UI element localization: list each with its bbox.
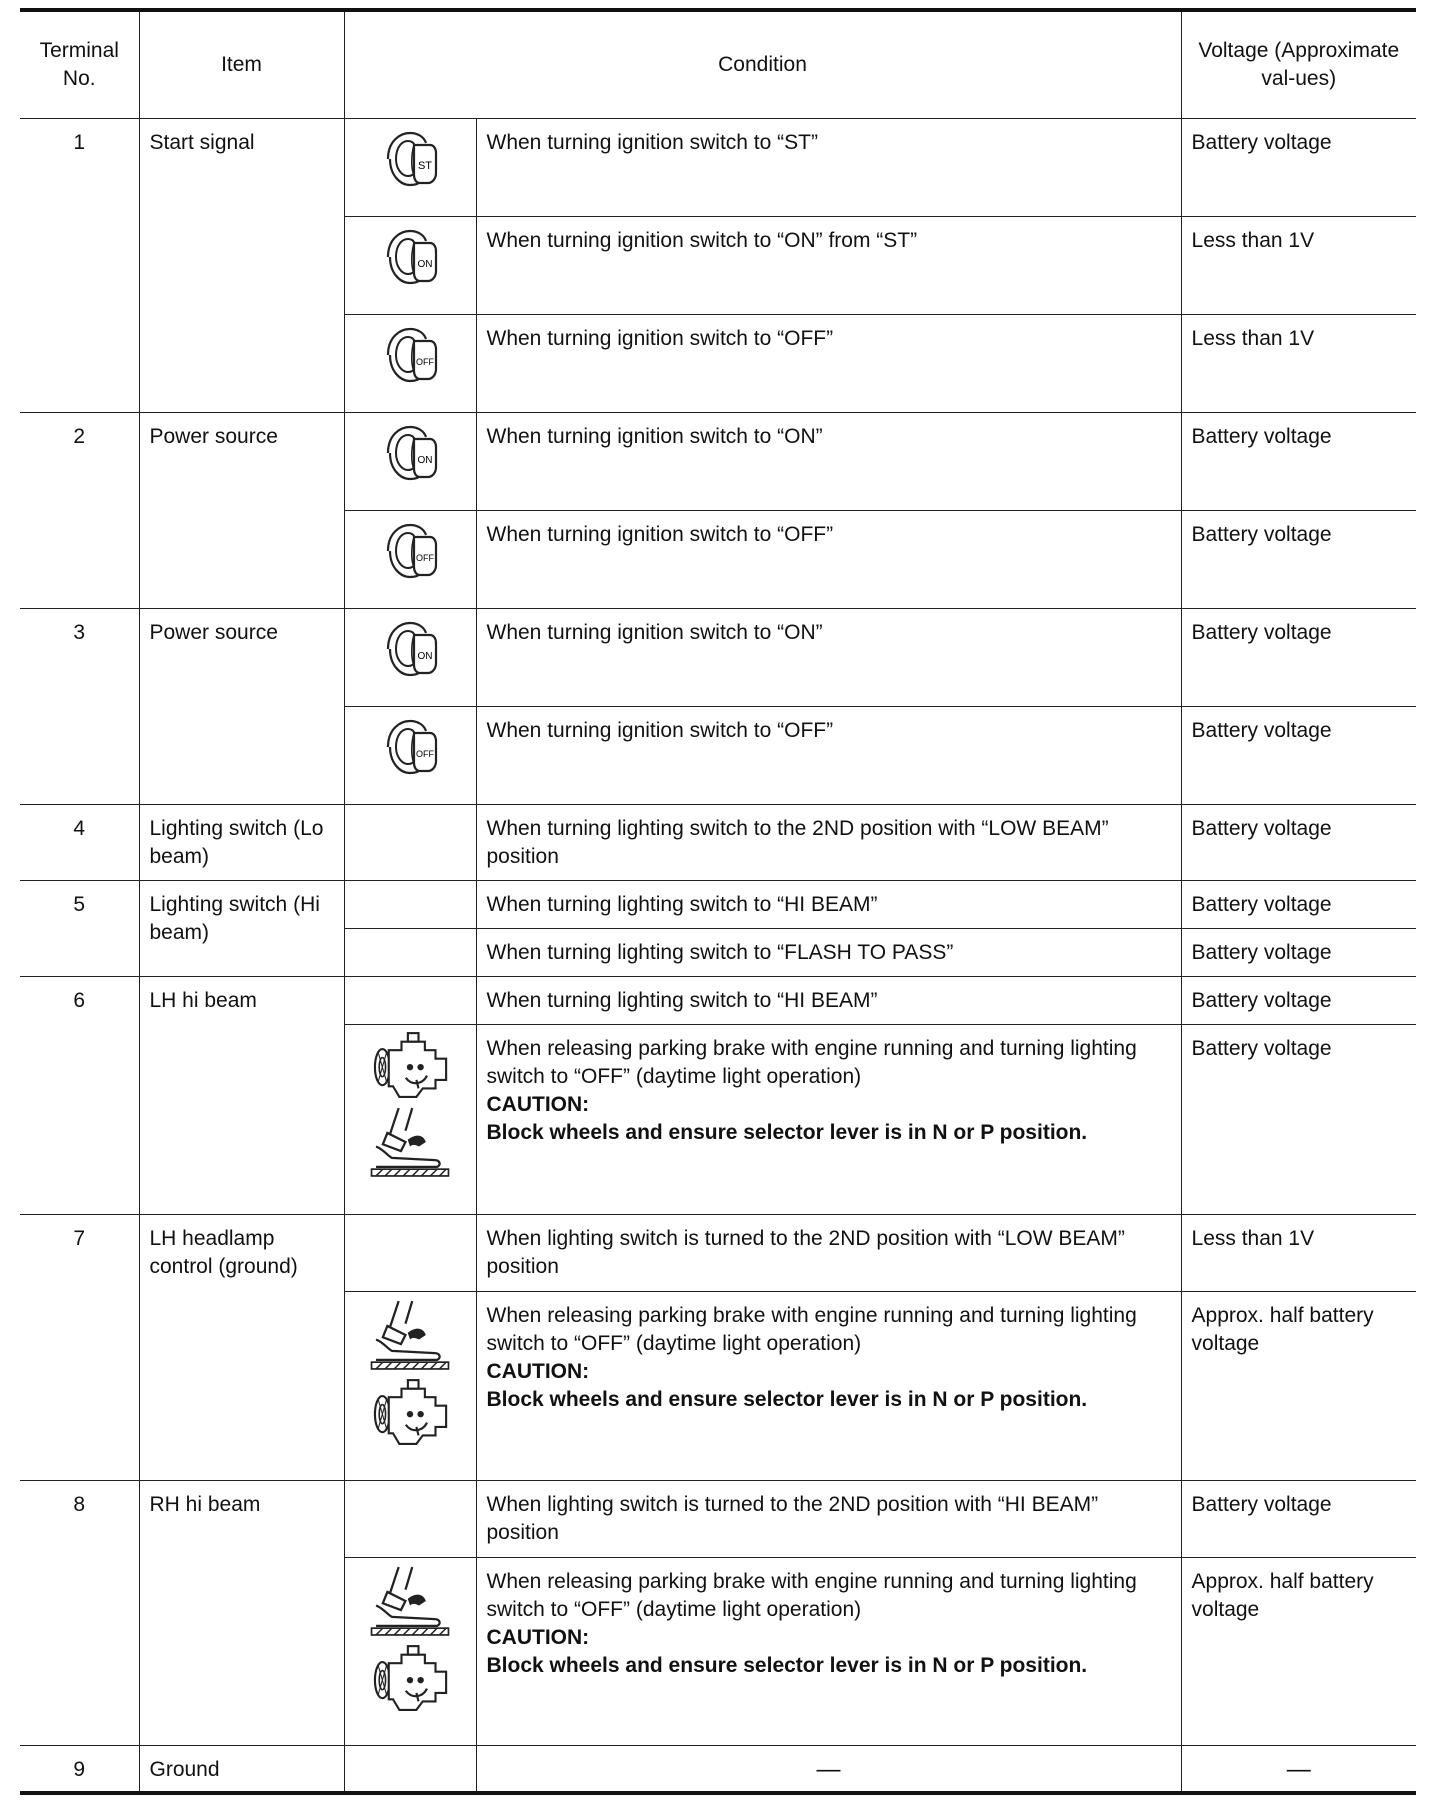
table-row — [20, 804, 1416, 880]
parking-brake-pedal-icon — [367, 1105, 453, 1179]
svg-text:ON: ON — [417, 454, 433, 466]
svg-text:ON: ON — [417, 650, 433, 662]
voltage-value: Battery voltage — [1181, 510, 1416, 608]
caution-text: Block wheels and ensure selector lever is in N or P position. — [486, 1387, 1088, 1411]
condition-text: When turning ignition switch to “OFF” — [476, 706, 1181, 804]
item-name: Ground — [139, 1745, 344, 1793]
voltage-value: Approx. half battery voltage — [1181, 1557, 1416, 1745]
empty-icon-cell — [344, 1480, 476, 1557]
condition-text: When turning lighting switch to “HI BEAM” — [476, 976, 1181, 1024]
parking-brake-pedal-icon — [367, 1564, 453, 1638]
engine-running-and-brake-icon-cell — [344, 1024, 476, 1214]
voltage-value: — — [1181, 1745, 1416, 1793]
voltage-value: Battery voltage — [1181, 1024, 1416, 1214]
caution-title: CAUTION: — [486, 1092, 590, 1116]
terminal-no: 5 — [20, 880, 139, 976]
empty-icon-cell — [344, 928, 476, 976]
condition-text: When turning lighting switch to “HI BEAM” — [476, 880, 1181, 928]
ignition-key-off-icon — [344, 706, 476, 804]
empty-icon-cell — [344, 976, 476, 1024]
condition-text: When turning ignition switch to “OFF” — [476, 510, 1181, 608]
condition-text: When turning ignition switch to “ON” — [476, 608, 1181, 706]
caution-text: Block wheels and ensure selector lever is in N or P position. — [486, 1653, 1088, 1677]
condition-text: When releasing parking brake with engine running and turning lighting switch to “OFF” (daytime light operation) — [486, 1303, 1137, 1355]
engine-running-icon — [367, 1644, 453, 1712]
caution-title: CAUTION: — [486, 1359, 590, 1383]
header-voltage: Voltage (Approximate val-ues) — [1181, 10, 1416, 118]
voltage-value: Less than 1V — [1181, 1214, 1416, 1291]
table-header-row — [20, 10, 1416, 118]
voltage-value: Battery voltage — [1181, 880, 1416, 928]
voltage-value: Battery voltage — [1181, 804, 1416, 880]
header-condition: Condition — [344, 10, 1181, 118]
terminal-voltage-table — [20, 8, 1416, 1795]
svg-text:OFF: OFF — [416, 356, 434, 367]
condition-text: When lighting switch is turned to the 2ND position with “LOW BEAM” position — [476, 1214, 1181, 1291]
voltage-value: Battery voltage — [1181, 118, 1416, 216]
header-terminal-no: Terminal No. — [20, 10, 139, 118]
terminal-no: 4 — [20, 804, 139, 880]
terminal-no: 6 — [20, 976, 139, 1214]
table-row — [20, 1480, 1416, 1557]
table-row — [20, 1745, 1416, 1793]
terminal-no: 2 — [20, 412, 139, 608]
voltage-value: Battery voltage — [1181, 412, 1416, 510]
ignition-key-st-icon — [344, 118, 476, 216]
condition-text-with-caution — [476, 1291, 1181, 1480]
condition-text-with-caution — [476, 1557, 1181, 1745]
caution-text: Block wheels and ensure selector lever is in N or P position. — [486, 1120, 1088, 1144]
svg-text:ST: ST — [417, 159, 433, 172]
voltage-value: Less than 1V — [1181, 216, 1416, 314]
condition-text-with-caution — [476, 1024, 1181, 1214]
table-row — [20, 412, 1416, 510]
terminal-table-page — [20, 8, 1416, 1795]
ignition-key-on-icon — [344, 216, 476, 314]
item-name: Power source — [139, 412, 344, 608]
ignition-key-off-icon — [344, 510, 476, 608]
item-name: Start signal — [139, 118, 344, 412]
condition-text: When turning ignition switch to “ST” — [476, 118, 1181, 216]
item-name: LH headlamp control (ground) — [139, 1214, 344, 1480]
voltage-value: Approx. half battery voltage — [1181, 1291, 1416, 1480]
condition-text: When turning lighting switch to the 2ND position with “LOW BEAM” position — [476, 804, 1181, 880]
condition-text: When turning ignition switch to “ON” — [476, 412, 1181, 510]
svg-text:OFF: OFF — [416, 748, 434, 759]
condition-text: When turning lighting switch to “FLASH TO PASS” — [476, 928, 1181, 976]
item-name: Power source — [139, 608, 344, 804]
ignition-key-off-icon — [344, 314, 476, 412]
terminal-no: 1 — [20, 118, 139, 412]
empty-icon-cell — [344, 1745, 476, 1793]
brake-and-engine-running-icon-cell — [344, 1291, 476, 1480]
condition-text: When turning ignition switch to “ON” from “ST” — [476, 216, 1181, 314]
voltage-value: Less than 1V — [1181, 314, 1416, 412]
item-name: Lighting switch (Lo beam) — [139, 804, 344, 880]
engine-running-icon — [367, 1378, 453, 1446]
ignition-key-on-icon — [344, 412, 476, 510]
item-name: Lighting switch (Hi beam) — [139, 880, 344, 976]
table-row — [20, 118, 1416, 216]
voltage-value: Battery voltage — [1181, 706, 1416, 804]
empty-icon-cell — [344, 880, 476, 928]
table-row — [20, 1214, 1416, 1291]
table-row — [20, 976, 1416, 1024]
empty-icon-cell — [344, 804, 476, 880]
ignition-key-on-icon — [344, 608, 476, 706]
condition-text: When releasing parking brake with engine running and turning lighting switch to “OFF” (daytime light operation) — [486, 1036, 1137, 1088]
table-row — [20, 608, 1416, 706]
svg-text:OFF: OFF — [416, 552, 434, 563]
header-item: Item — [139, 10, 344, 118]
item-name: RH hi beam — [139, 1480, 344, 1745]
voltage-value: Battery voltage — [1181, 608, 1416, 706]
terminal-no: 3 — [20, 608, 139, 804]
terminal-no: 7 — [20, 1214, 139, 1480]
empty-icon-cell — [344, 1214, 476, 1291]
engine-running-icon — [367, 1031, 453, 1099]
voltage-value: Battery voltage — [1181, 976, 1416, 1024]
table-row — [20, 880, 1416, 928]
terminal-no: 8 — [20, 1480, 139, 1745]
voltage-value: Battery voltage — [1181, 1480, 1416, 1557]
svg-text:ON: ON — [417, 258, 433, 270]
condition-text: When releasing parking brake with engine running and turning lighting switch to “OFF” (daytime light operation) — [486, 1569, 1137, 1621]
condition-text: — — [476, 1745, 1181, 1793]
voltage-value: Battery voltage — [1181, 928, 1416, 976]
condition-text: When turning ignition switch to “OFF” — [476, 314, 1181, 412]
caution-title: CAUTION: — [486, 1625, 590, 1649]
item-name: LH hi beam — [139, 976, 344, 1214]
brake-and-engine-running-icon-cell — [344, 1557, 476, 1745]
condition-text: When lighting switch is turned to the 2ND position with “HI BEAM” position — [476, 1480, 1181, 1557]
parking-brake-pedal-icon — [367, 1298, 453, 1372]
terminal-no: 9 — [20, 1745, 139, 1793]
